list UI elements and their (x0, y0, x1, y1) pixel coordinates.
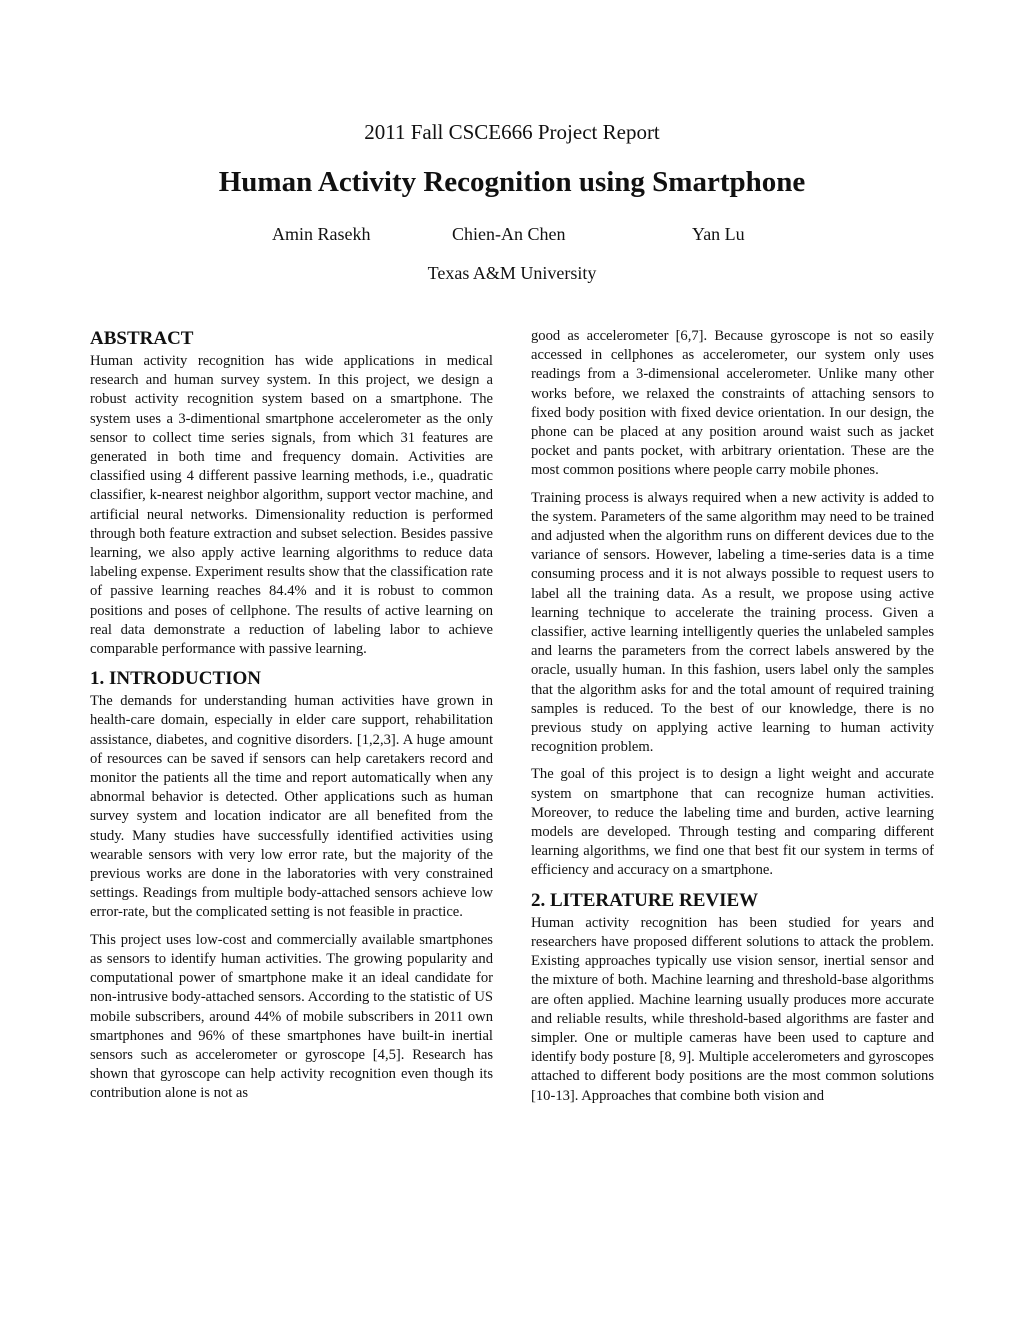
paragraph: Human activity recognition has been studied for years and researchers have proposed different solutions to attack the problem. Existing approaches typically use vision sensor, inertial sensor and the mixture of both. Machine learning and threshold-base algorithms are often applied. Machine learning usually produces more accurate and reliable results, while threshold-based algorithms are faster and simpler. One or multiple cameras have been used to capture and identify body posture [8, 9]. Multiple accelerometers and gyroscopes attached to different body positions are the most common solutions [10-13]. Approaches that combine both vision and (531, 914, 934, 1104)
paragraph: Training process is always required when a new activity is added to the system. Parameters of the same algorithm may need to be trained and adjusted when the algorithm runs on different devices due to the variance of sensors. However, labeling a time-series data is a time consuming process and it is not always possible to request users to label all the training data. As a result, we propose using active learning technique to accelerate the training process. Given a classifier, active learning intelligently queries the unlabeled samples and learns the parameters from the correct labels answered by the oracle, usually human. In this fashion, users label only the samples that the algorithm asks for and the total amount of required training samples is reduced. To the best of our knowledge, there is no previous study on applying active learning to human activity recognition problem. (531, 489, 934, 756)
left-column (90, 327, 493, 1112)
literature-review-heading: 2. LITERATURE REVIEW (531, 889, 759, 911)
course-line: 2011 Fall CSCE666 Project Report (364, 120, 660, 144)
paragraph: The goal of this project is to design a light weight and accurate system on smartphone that can recognize human activities. Moreover, to reduce the labeling time and burden, active learning models are developed. Through testing and comparing different learning algorithms, we find one that best fit our system in terms of efficiency and accuracy on a smartphone. (531, 766, 934, 879)
author-name: Chien-An Chen (452, 224, 566, 244)
paragraph: The demands for understanding human activities have grown in health-care domain, especially in elder care support, rehabilitation assistance, diabetes, and cognitive disorders. [1,2,3]. A huge amount of resources can be saved if sensors can help caretakers record and monitor the patients all the time and report automatically when any abnormal behavior is detected. Other applications such as human survey system and location indicator are all benefited from the study. Many studies have successfully identified activities using wearable sensors with very low error rate, but the majority of the previous works are done in the laboratories with very constrained settings. Readings from multiple body-attached sensors achieve low error-rate, but the complicated setting is not feasible in practice. (90, 693, 493, 921)
introduction-heading: 1. INTRODUCTION (90, 668, 262, 690)
paragraph: This project uses low-cost and commercially available smartphones as sensors to identify human activities. The growing popularity and computational power of smartphone make it an ideal candidate for non-intrusive body-attached sensors. According to the statistic of US mobile subscribers, around 44% of mobile subscribers in 2011 own smartphones and 96% of these smartphones have built-in inertial sensors such as accelerometer or gyroscope [4,5]. Research has shown that gyroscope can help activity recognition even though its contribution alone is not as (90, 931, 493, 1102)
author-name: Amin Rasekh (272, 224, 371, 244)
abstract-text: Human activity recognition has wide applications in medical research and human survey system. In this project, we design a robust activity recognition system based on a smartphone. The system uses a 3-dimentional smartphone accelerometer as the only sensor to collect time series signals, from which 31 features are generated in both time and frequency domain. Activities are classified using 4 different passive learning methods, i.e., quadratic classifier, k-nearest neighbor algorithm, support vector machine, and artificial neural networks. Dimensionality reduction is performed through both feature extraction and subset selection. Besides passive learning, we also apply active learning algorithms to reduce data labeling expense. Experiment results show that the classification rate of passive learning reaches 84.4% and it is robust to common positions and poses of cellphone. The results of active learning on real data demonstrate a reduction of labeling labor to achieve comparable performance with passive learning. (90, 353, 493, 658)
author-name: Yan Lu (692, 224, 745, 244)
affiliation: Texas A&M University (427, 263, 597, 283)
right-column (531, 327, 934, 1114)
paper-title: Human Activity Recognition using Smartphone (218, 166, 806, 198)
paragraph: good as accelerometer [6,7]. Because gyroscope is not so easily accessed in cellphones as accelerometer, our system only uses readings from a 3-dimensional accelerometer. Unlike many other works before, we relaxed the constraints of attaching sensors to fixed body position with fixed device orientation. In our design, the phone can be placed at any position around waist such as jacket pocket and pants pocket, with arbitrary orientation. These are the most common positions where people carry mobile phones. (531, 328, 934, 479)
abstract-heading: ABSTRACT (90, 328, 194, 349)
